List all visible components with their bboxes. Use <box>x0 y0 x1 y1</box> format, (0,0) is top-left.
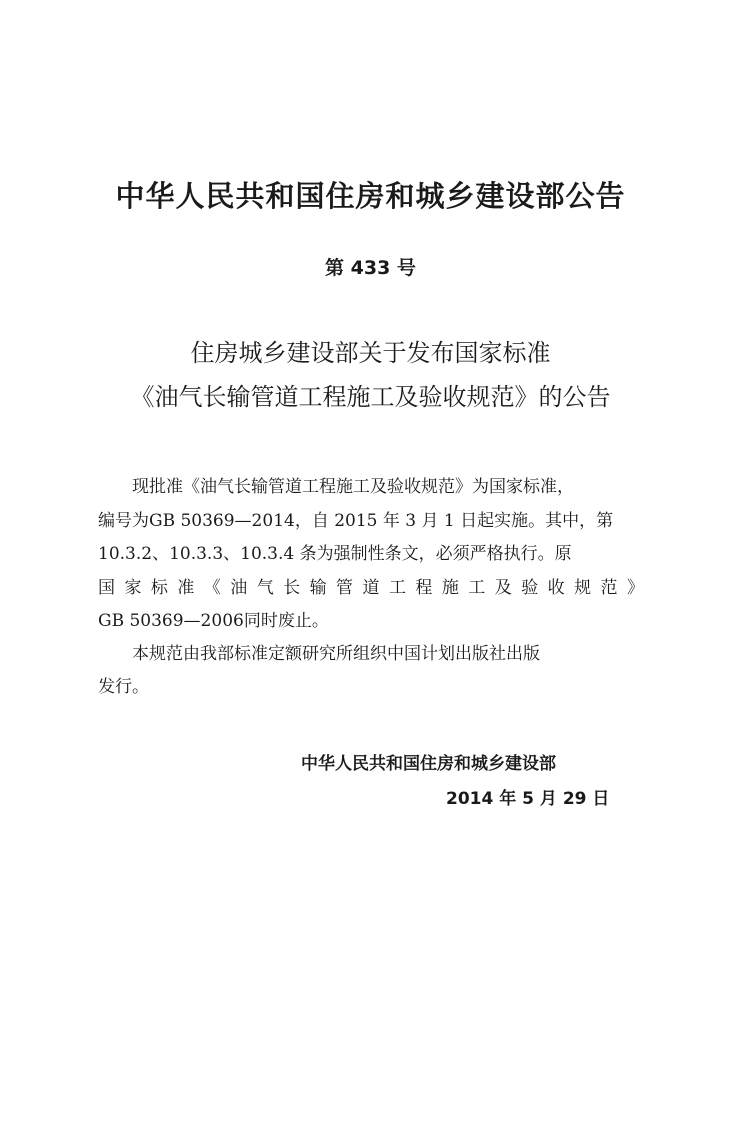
paragraph-1-line-5: GB 50369—2006同时废止。 <box>98 611 329 631</box>
paragraph-2-line-2: 发行。 <box>98 677 149 697</box>
paragraph-1-line-3: 10.3.2、10.3.3、10.3.4 条为强制性条文，必须严格执行。原 <box>98 544 572 564</box>
issue-date: 2014 年 5 月 29 日 <box>446 789 610 809</box>
paragraph-1-line-2: 编号为GB 50369—2014，自 2015 年 3 月 1 日起实施。其中，第 <box>98 511 614 531</box>
paragraph-2-line-1: 本规范由我部标准定额研究所组织中国计划出版社出版 <box>132 644 540 664</box>
agency-heading: 中华人民共和国住房和城乡建设部公告 <box>115 179 626 213</box>
announcement-number: 第 433 号 <box>325 257 416 279</box>
issuer-signature: 中华人民共和国住房和城乡建设部 <box>301 754 556 774</box>
paragraph-1-line-1: 现批准《油气长输管道工程施工及验收规范》为国家标准， <box>132 477 574 497</box>
announcement-title-line-1: 住房城乡建设部关于发布国家标准 <box>190 339 551 367</box>
paragraph-1-line-4: 国家标准《油气长输管道工程施工及验收规范》 <box>98 578 650 598</box>
announcement-title-line-2: 《油气长输管道工程施工及验收规范》的公告 <box>130 383 611 411</box>
